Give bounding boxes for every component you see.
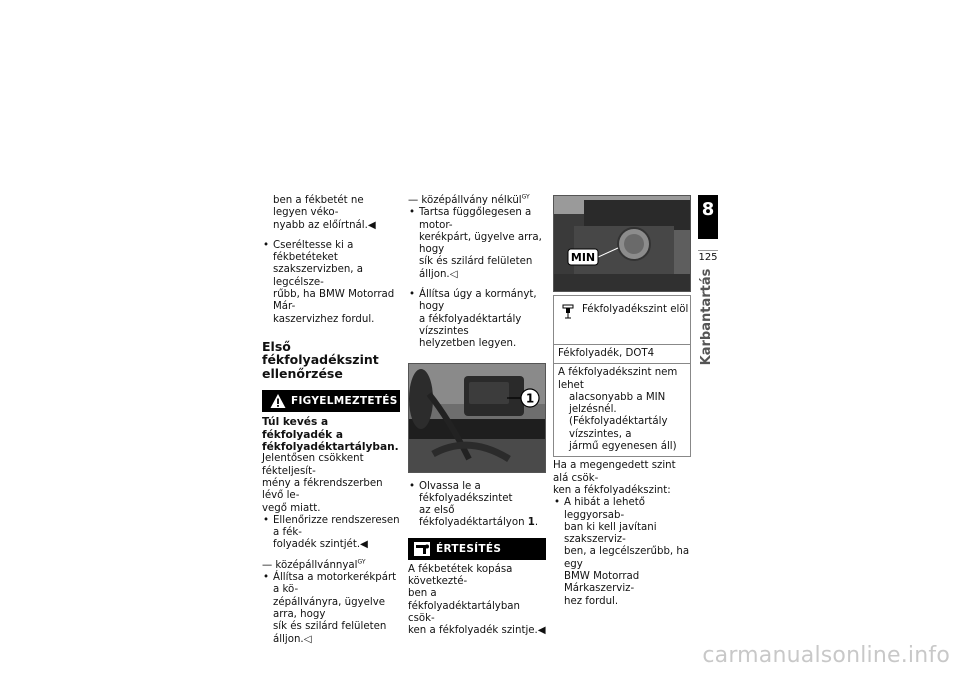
- callout-1-label: 1: [525, 391, 535, 406]
- warning-icon: [270, 393, 286, 409]
- spec-fluid: Fékfolyadék, DOT4: [554, 345, 690, 364]
- note-text: A fékbetétek kopása következté- ben a fékfolyadéktartályban csök- ken a fékfolyadék szintje.◀: [408, 563, 546, 637]
- warning-text: Jelentősen csökkent fékteljesít- mény a fékrendszerben lévő le- vegő miatt.: [262, 453, 383, 514]
- column-2: [408, 195, 546, 638]
- bullet-replace-pads: • Cseréltesse ki a fékbetéteket szakszervizben, a legcélsze- rűbb, ha BMW Motorrad Már- kaszervizhez fordul.: [262, 240, 400, 326]
- min-label: MIN: [570, 251, 596, 264]
- section-side-label: [692, 268, 722, 366]
- note-banner: [408, 538, 546, 560]
- bullet-read-level: [408, 481, 546, 530]
- watermark: carmanualsonline.info: [702, 643, 950, 668]
- continued-text: ben a fékbetét ne legyen véko- nyabb az előírtnál.◀: [273, 195, 376, 231]
- min-mark-photo: [553, 195, 691, 292]
- section-heading: Első fékfolyadékszint ellenőrzése: [262, 338, 379, 381]
- spec-label: Fékfolyadékszint elöl: [582, 304, 689, 315]
- condition-without-stand: [408, 195, 546, 207]
- condition-text: — középállvánnyal: [262, 559, 358, 571]
- condition-sup: GY: [521, 193, 530, 201]
- read-level-ref: 1: [527, 517, 535, 529]
- bullet-hold-upright: • Tartsa függőlegesen a motor- kerékpárt, ügyelve arra, hogy sík és szilárd felületen álljon.◁: [408, 207, 546, 281]
- bullet-repair: • A hibát a lehető leggyorsab- ban ki kell javítani szakszerviz- ben, a legcélszerűbb, ha egy BMW Motorrad Márkaszerviz- hez fordul.: [553, 497, 691, 608]
- bullet-check-level: • Ellenőrizze rendszeresen a fék- folyadék szintjét.◀: [262, 515, 400, 552]
- bullet-center-stand: • Állítsa a motorkerékpárt a kö- zépállványra, ügyelve arra, hogy sík és szilárd felületen álljon.◁: [262, 572, 400, 646]
- note-label: ÉRTESÍTÉS: [436, 542, 502, 555]
- condition-text: — középállvány nélkül: [408, 195, 522, 206]
- brake-reservoir-photo: [408, 363, 546, 473]
- read-level-text: Olvassa le a fékfolyadékszintet az első fékfolyadéktartályon: [419, 480, 525, 529]
- reservoir-illustration: [409, 364, 546, 472]
- condition-sup: GY: [357, 558, 366, 566]
- column-3: [553, 195, 691, 608]
- bullet-handlebar: • Állítsa úgy a kormányt, hogy a fékfolyadéktartály vízszintes helyzetben legyen.: [408, 289, 546, 350]
- page-number: 125: [698, 252, 718, 263]
- chapter-tab: 8: [698, 195, 718, 239]
- min-illustration: [554, 196, 691, 291]
- spec-value: [554, 364, 690, 456]
- section-side-text: Karbantartás: [698, 268, 714, 366]
- spec-value-first: A fékfolyadékszint nem lehet: [558, 367, 678, 391]
- fluid-level-icon: [562, 304, 574, 320]
- below-limit-text: Ha a megengedett szint alá csök- ken a fékfolyadékszint:: [553, 460, 676, 496]
- column-1: [262, 195, 400, 646]
- spec-table: [553, 295, 691, 457]
- tab-divider: [698, 250, 718, 251]
- spec-value-rest: alacsonyabb a MIN jelzésnél. (Fékfolyadéktartály vízszintes, a jármű egyenesen áll): [569, 391, 677, 453]
- warning-title: Túl kevés a fékfolyadék a fékfolyadéktartályban.: [262, 416, 399, 454]
- warning-label: FIGYELMEZTETÉS: [291, 395, 398, 408]
- read-level-end: .: [534, 517, 539, 529]
- spec-header: [554, 296, 690, 345]
- wrench-note-icon: [414, 542, 430, 556]
- warning-banner: [262, 390, 400, 412]
- condition-with-stand: [262, 560, 400, 572]
